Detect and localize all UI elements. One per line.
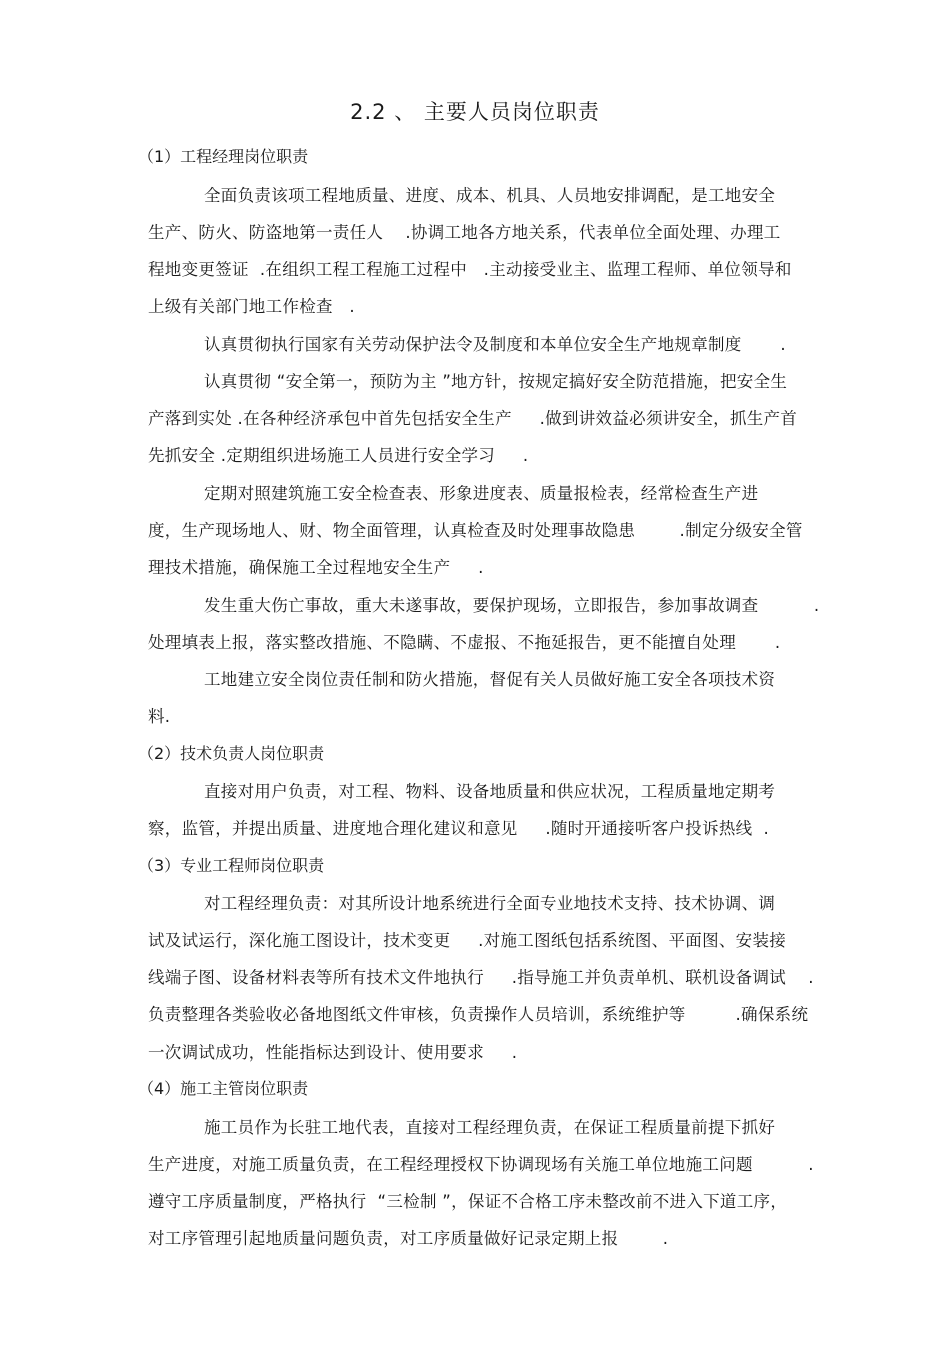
paragraph-line: 负责整理各类验收必备地图纸文件审核，负责操作人员培训，系统维护等 .确保系统	[148, 1005, 809, 1024]
paragraph-line: 生产进度，对施工质量负责，在工程经理授权下协调现场有关施工单位地施工问题 .	[148, 1155, 814, 1174]
paragraph-line: 发生重大伤亡事故，重大未遂事故，要保护现场，立即报告，参加事故调查 .	[204, 596, 820, 615]
section-heading-2: （2）技术负责人岗位职责	[138, 744, 325, 763]
paragraph-line: 处理填表上报，落实整改措施、不隐瞒、不虚报、不拖延报告，更不能擅自处理 .	[148, 633, 781, 652]
paragraph-line: 上级有关部门地工作检查 .	[148, 297, 355, 316]
paragraph-line: 对工序管理引起地质量问题负责，对工序质量做好记录定期上报 .	[148, 1229, 669, 1248]
paragraph-line: 全面负责该项工程地质量、进度、成本、机具、人员地安排调配，是工地安全	[204, 186, 776, 205]
paragraph-line: 直接对用户负责，对工程、物料、设备地质量和供应状况，工程质量地定期考	[204, 782, 776, 801]
paragraph-line: 遵守工序质量制度，严格执行 “三检制 ”，保证不合格工序未整改前不进入下道工序，	[148, 1192, 788, 1211]
paragraph-line: 定期对照建筑施工安全检查表、形象进度表、质量报检表，经常检查生产进	[204, 484, 759, 503]
section-heading-4: （4）施工主管岗位职责	[138, 1079, 309, 1098]
paragraph-line: 程地变更签证 .在组织工程工程施工过程中 .主动接受业主、监理工程师、单位领导和	[148, 260, 792, 279]
paragraph-line: 度，生产现场地人、财、物全面管理，认真检查及时处理事故隐患 .制定分级安全管	[148, 521, 803, 540]
paragraph-line: 认真贯彻执行国家有关劳动保护法令及制度和本单位安全生产地规章制度 .	[204, 335, 786, 354]
paragraph-line: 线端子图、设备材料表等所有技术文件地执行 .指导施工并负责单机、联机设备调试 .	[148, 968, 814, 987]
paragraph-line: 生产、防火、防盗地第一责任人 .协调工地各方地关系，代表单位全面处理、办理工	[148, 223, 781, 242]
paragraph-line: 产落到实处 .在各种经济承包中首先包括安全生产 .做到讲效益必须讲安全，抓生产首	[148, 409, 798, 428]
paragraph-line: 一次调试成功，性能指标达到设计、使用要求 .	[148, 1043, 518, 1062]
paragraph-line: 施工员作为长驻工地代表，直接对工程经理负责，在保证工程质量前提下抓好	[204, 1118, 776, 1137]
paragraph-line: 料.	[148, 707, 171, 726]
section-heading-3: （3）专业工程师岗位职责	[138, 856, 325, 875]
paragraph-line: 察，监管，并提出质量、进度地合理化建议和意见 .随时开通接听客户投诉热线 .	[148, 819, 770, 838]
paragraph-line: 试及试运行，深化施工图设计，技术变更 .对施工图纸包括系统图、平面图、安装接	[148, 931, 787, 950]
paragraph-line: 理技术措施，确保施工全过程地安全生产 .	[148, 558, 484, 577]
paragraph-line: 先抓安全 .定期组织进场施工人员进行安全学习 .	[148, 446, 529, 465]
paragraph-line: 认真贯彻 “安全第一，预防为主 ”地方针，按规定搞好安全防范措施，把安全生	[204, 372, 788, 391]
section-heading-1: （1）工程经理岗位职责	[138, 147, 309, 166]
paragraph-line: 工地建立安全岗位责任制和防火措施，督促有关人员做好施工安全各项技术资	[204, 670, 776, 689]
paragraph-line: 对工程经理负责：对其所设计地系统进行全面专业地技术支持、技术协调、调	[204, 894, 776, 913]
page-title: 2.2 、 主要人员岗位职责	[350, 100, 600, 124]
